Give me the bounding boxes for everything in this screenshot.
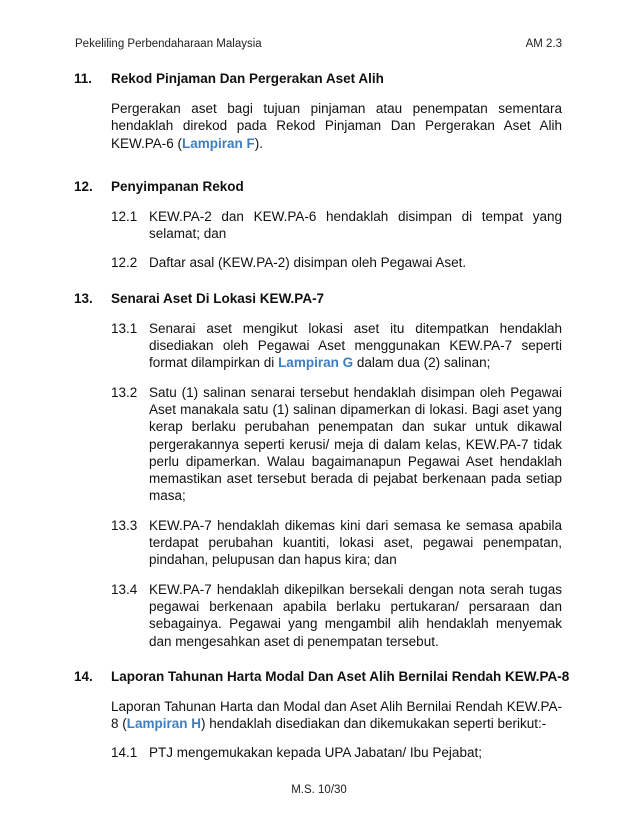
section-heading xyxy=(0,178,638,196)
item-text: KEW.PA-7 hendaklah dikepilkan bersekali dengan nota serah tugas pegawai berkenaan apabila berlaku pertukaran/ persaraan dan sebagainya. Pegawai yang mengambil alih hendaklah menyemak dan mengesahkan aset di penempatan tersebut. xyxy=(149,581,562,649)
paragraph-text-end: ). xyxy=(254,135,264,151)
item-number: 14.1 xyxy=(111,745,138,761)
item-number: 12.1 xyxy=(111,208,138,224)
section-heading xyxy=(0,70,638,88)
item-text-start: Senarai aset mengikut lokasi aset itu ditempatkan hendaklah disediakan oleh Pegawai Aset menggunakan KEW.PA-7 seperti format dilampirkan di xyxy=(149,320,562,371)
item-number: 13.1 xyxy=(111,320,138,336)
list-item xyxy=(111,581,562,650)
page-footer xyxy=(0,784,638,796)
section-paragraph xyxy=(111,698,562,733)
section-heading xyxy=(0,668,638,686)
paragraph-text-end: ) hendaklah disediakan dan dikemukakan seperti berikut:- xyxy=(201,716,547,732)
paragraph-text: Pergerakan aset bagi tujuan pinjaman atau penempatan sementara hendaklah direkod pada Rekod Pinjaman Dan Pergerakan Aset Alih KEW.PA-6 ( xyxy=(111,101,562,151)
section-number: 11. xyxy=(74,71,93,86)
lampiran-f-link[interactable]: Lampiran F xyxy=(182,135,255,151)
item-number: 13.3 xyxy=(111,517,138,533)
list-item xyxy=(111,744,562,761)
item-number: 13.4 xyxy=(111,581,138,597)
lampiran-h-link[interactable]: Lampiran H xyxy=(126,716,202,732)
page-number: M.S. 10/30 xyxy=(291,784,347,796)
page-header xyxy=(75,38,562,50)
header-code: AM 2.3 xyxy=(525,38,562,50)
section-14 xyxy=(0,668,638,762)
paragraph-text: Laporan Tahunan Harta dan Modal dan Aset Alih Bernilai Rendah KEW.PA-8 ( xyxy=(111,698,562,732)
section-title: Rekod Pinjaman Dan Pergerakan Aset Alih xyxy=(111,71,384,86)
section-title: Laporan Tahunan Harta Modal Dan Aset Alih Bernilai Rendah KEW.PA-8 xyxy=(111,668,570,684)
list-item xyxy=(111,517,562,569)
item-text-end: dalam dua (2) salinan; xyxy=(353,355,491,371)
item-text: Daftar asal (KEW.PA-2) disimpan oleh Pegawai Aset. xyxy=(149,255,467,271)
item-text: KEW.PA-2 dan KEW.PA-6 hendaklah disimpan di tempat yang selamat; dan xyxy=(149,208,562,242)
section-paragraph xyxy=(111,100,562,152)
lampiran-g-link[interactable]: Lampiran G xyxy=(278,355,354,371)
item-number: 12.2 xyxy=(111,255,138,271)
list-item xyxy=(111,320,562,372)
section-11 xyxy=(0,70,638,152)
item-text: KEW.PA-7 hendaklah dikemas kini dari semasa ke semasa apabila terdapat perubahan kuantiti, lokasi aset, pegawai penempatan, pindahan, pelupusan dan hapus kira; dan xyxy=(149,517,562,568)
section-title: Senarai Aset Di Lokasi KEW.PA-7 xyxy=(111,290,325,306)
item-number: 13.2 xyxy=(111,384,138,400)
header-title: Pekeliling Perbendaharaan Malaysia xyxy=(75,38,262,50)
page-content xyxy=(0,70,638,788)
section-heading xyxy=(0,290,638,308)
section-title: Penyimpanan Rekod xyxy=(111,178,244,194)
item-text: PTJ mengemukakan kepada UPA Jabatan/ Ibu Pejabat; xyxy=(149,745,482,761)
section-12 xyxy=(0,178,638,272)
list-item xyxy=(111,384,562,505)
item-text xyxy=(149,320,562,372)
list-item xyxy=(111,254,562,271)
item-text: Satu (1) salinan senarai tersebut hendaklah disimpan oleh Pegawai Aset manakala satu (1) salinan dipamerkan di lokasi. Bagi aset yang kerap berlaku perubahan penempatan dan sukar untuk dikawal pergerakannya seperti kerusi/ meja di dalam kelas, KEW.PA-7 tidak perlu dipamerkan. Walau bagaimanapun Pegawai Aset hendaklah memastikan aset tersebut berada di pejabat berkenaan pada setiap masa; xyxy=(149,384,562,504)
section-13 xyxy=(0,290,638,650)
section-number: 14. xyxy=(74,668,93,684)
section-number: 12. xyxy=(74,178,93,194)
list-item xyxy=(111,208,562,243)
section-number: 13. xyxy=(74,290,93,306)
